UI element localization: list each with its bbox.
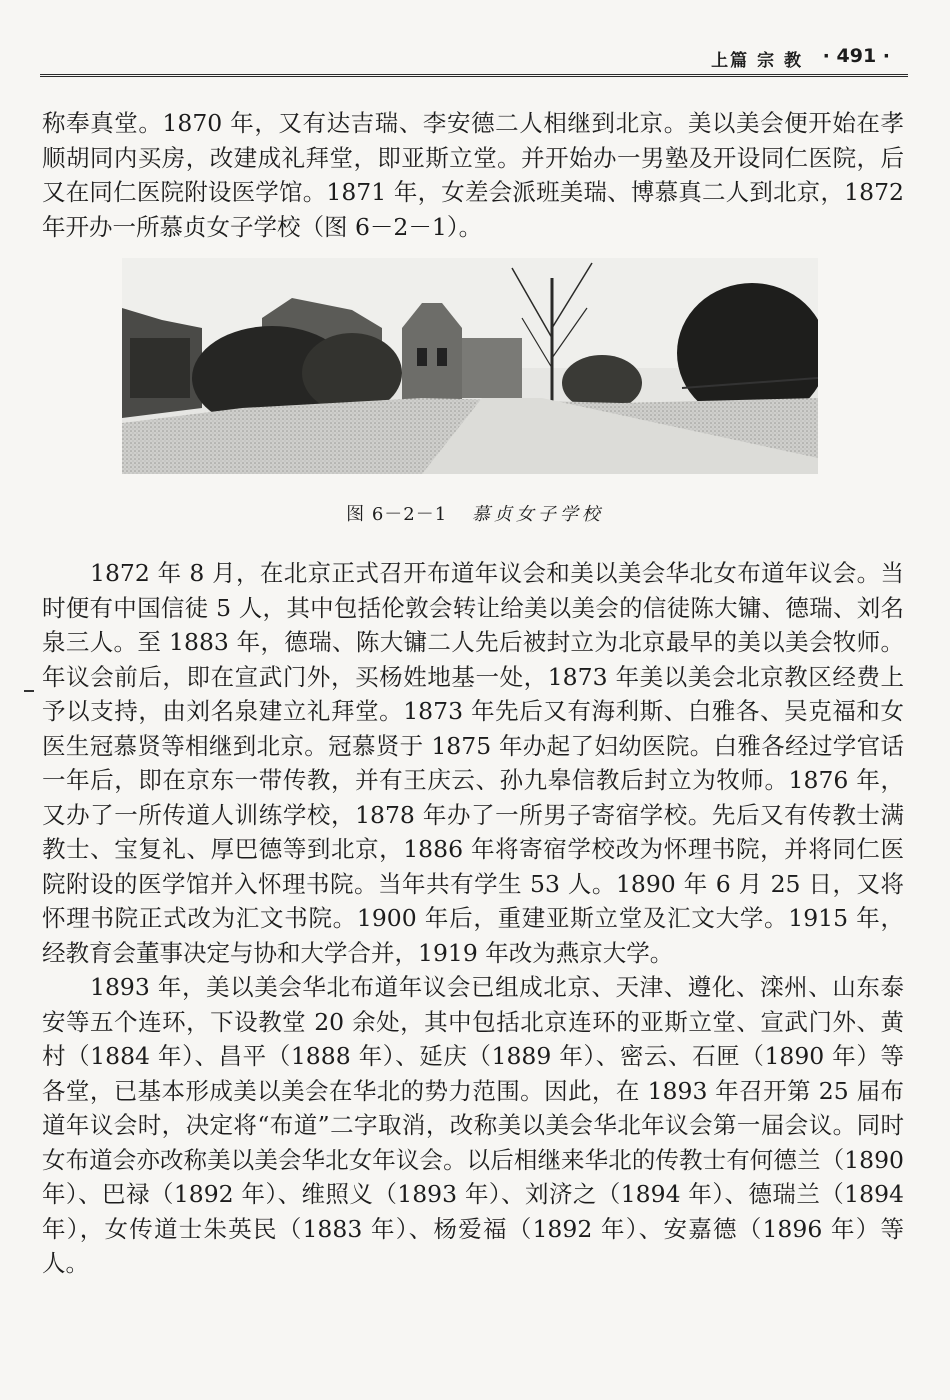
paragraph: 1893 年，美以美会华北布道年议会已组成北京、天津、遵化、滦州、山东泰安等五个连环，下设教堂 20 余处，其中包括北京连环的亚斯立堂、宣武门外、黄村（1884 年）、昌平（1888 年）、延庆（1889 年）、密云、石匣（1890 年）等各堂，已基本形成美以美会在华北的势力范围。因此，在 1893 年召开第 25 届布道年议会时，决定将“布道”二字取消，改称美以美会华北年议会第一届会议。同时女布道会亦改称美以美会华北女年议会。以后相继来华北的传教士有何德兰（1890 年）、巴禄（1892 年）、维照义（1893 年）、刘济之（1894 年）、德瑞兰（1894 年），女传道士朱英民（1883 年）、杨爱福（1892 年）、安嘉德（1896 年）等人。 [42, 973, 904, 1277]
page-number: · 491 · [822, 45, 890, 67]
body-text-bottom [42, 556, 904, 1281]
header-section-title: 上篇 宗 教 [711, 51, 803, 71]
body-text-top [42, 106, 904, 244]
margin-mark [24, 690, 34, 692]
school-photo [122, 258, 818, 474]
running-header [40, 40, 908, 77]
figure-title: 慕贞女子学校 [471, 504, 604, 525]
paragraph: 称奉真堂。1870 年，又有达吉瑞、李安德二人相继到北京。美以美会便开始在孝顺胡同内买房，改建成礼拜堂，即亚斯立堂。并开始办一男塾及开设同仁医院，后又在同仁医院附设医学馆。1871 年，女差会派班美瑞、博慕真二人到北京，1872 年开办一所慕贞女子学校（图 6－2－1）。 [42, 109, 904, 241]
figure-caption [0, 500, 950, 526]
paragraph: 1872 年 8 月，在北京正式召开布道年议会和美以美会华北女布道年议会。当时便有中国信徒 5 人，其中包括伦敦会转让给美以美会的信徒陈大镛、德瑞、刘名泉三人。至 1883 年，德瑞、陈大镛二人先后被封立为北京最早的美以美会牧师。年议会前后，即在宣武门外，买杨姓地基一处，1873 年美以美会北京教区经费上予以支持，由刘名泉建立礼拜堂。1873 年先后又有海利斯、白雅各、吴克福和女医生冠慕贤等相继到北京。冠慕贤于 1875 年办起了妇幼医院。白雅各经过学官话一年后，即在京东一带传教，并有王庆云、孙九皋信教后封立为牧师。1876 年，又办了一所传道人训练学校，1878 年办了一所男子寄宿学校。先后又有传教士满教士、宝复礼、厚巴德等到北京，1886 年将寄宿学校改为怀理书院，并将同仁医院附设的医学馆并入怀理书院。当年共有学生 53 人。1890 年 6 月 25 日，又将怀理书院正式改为汇文书院。1900 年后，重建亚斯立堂及汇文大学。1915 年，经教育会董事决定与协和大学合并，1919 年改为燕京大学。 [42, 559, 904, 967]
figure-label: 图 6－2－1 [346, 504, 448, 525]
school-photo-illustration [122, 258, 818, 474]
